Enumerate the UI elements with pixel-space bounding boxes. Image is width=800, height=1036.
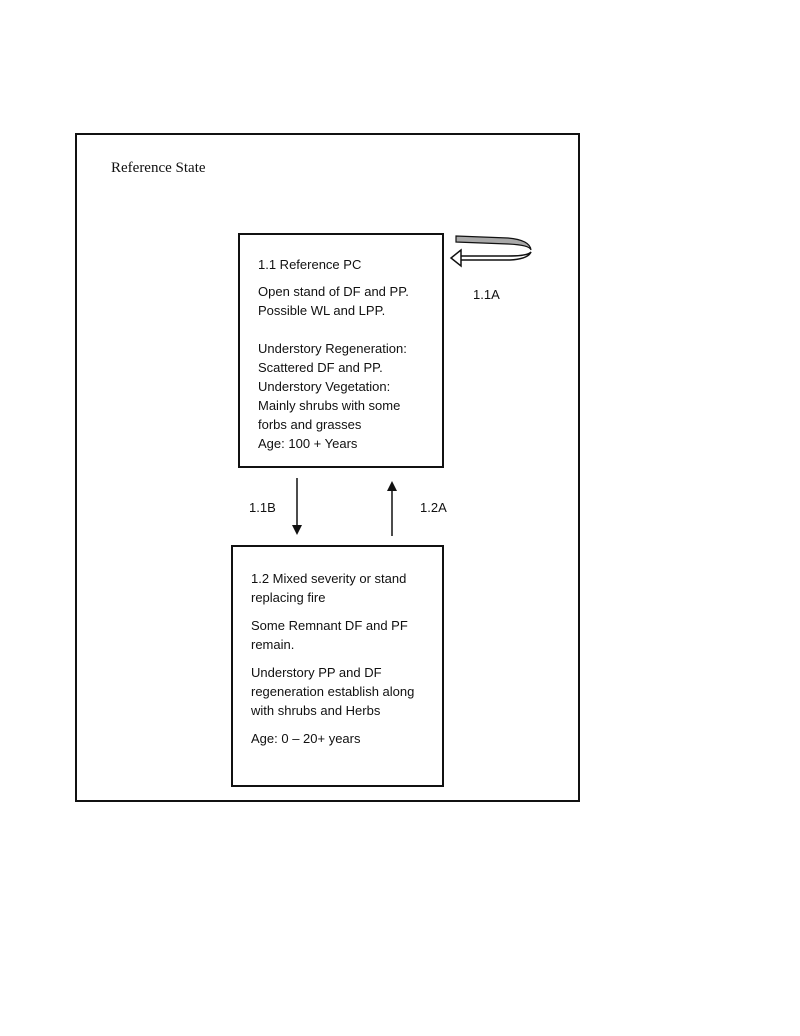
phase-box-1-2 (231, 545, 444, 787)
transition-arrow-1-1b (290, 478, 304, 536)
transition-label-1-1a: 1.1A (473, 287, 500, 302)
self-loop-upper-band (456, 236, 531, 250)
phase-1-1-composition: Open stand of DF and PP. Possible WL and LPP. (258, 284, 409, 318)
self-loop-arrowhead (451, 250, 461, 266)
phase-title-1-2: 1.2 Mixed severity or stand replacing fire (251, 571, 407, 605)
self-loop-lower-band (455, 252, 531, 260)
phase-box-1-1 (238, 233, 444, 468)
phase-1-2-remnant: Some Remnant DF and PF remain. (251, 618, 408, 652)
phase-1-2-understory: Understory PP and DF regeneration establish along with shrubs and Herbs (251, 665, 415, 718)
phase-1-2-age: Age: 0 – 20+ years (251, 731, 361, 746)
transition-label-1-2a: 1.2A (420, 500, 447, 515)
phase-1-1-understory: Understory Regeneration: Scattered DF and PP. Understory Vegetation: Mainly shrubs with some forbs and grasses Age: 100 + Years (258, 341, 407, 451)
phase-title-1-1: 1.1 Reference PC (258, 257, 362, 272)
transition-arrow-1-2a (385, 480, 399, 536)
self-loop-arrow-1-1a (448, 232, 538, 272)
state-title: Reference State (111, 160, 206, 176)
transition-label-1-1b: 1.1B (249, 500, 276, 515)
